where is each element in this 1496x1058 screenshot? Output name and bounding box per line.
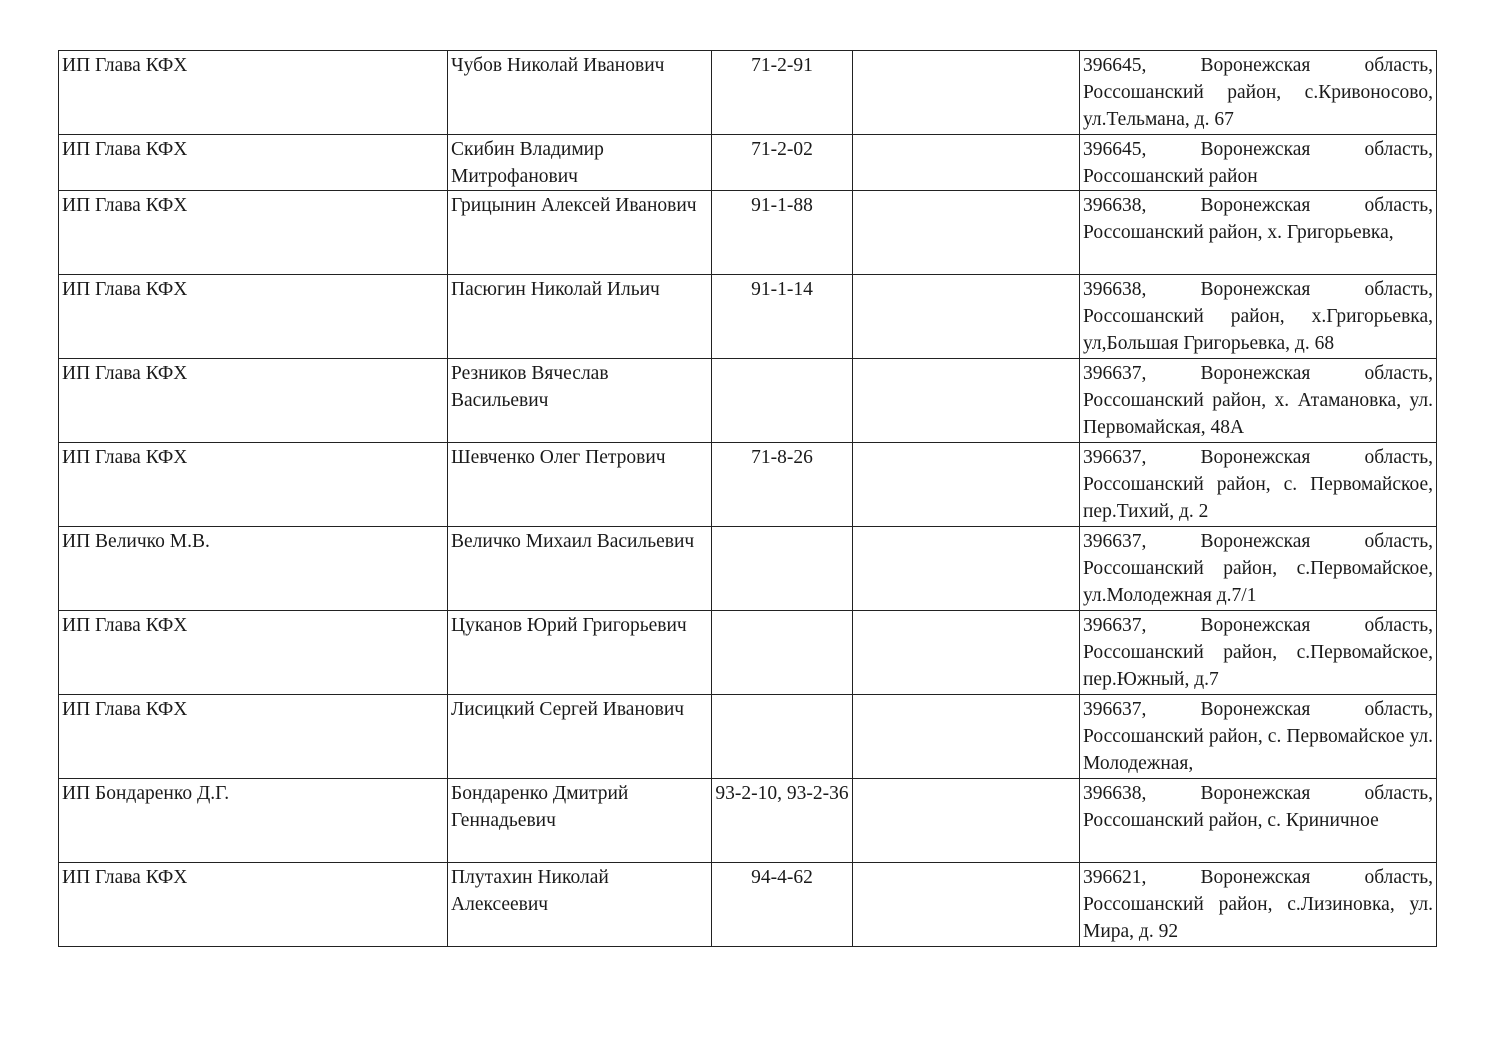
empty-cell: [853, 135, 1080, 191]
phone-cell: 91-1-14: [712, 275, 853, 359]
empty-cell: [853, 191, 1080, 275]
phone-cell: 94-4-62: [712, 863, 853, 947]
table-row: [59, 135, 1437, 191]
address-cell: 396638, Воронежская область, Россошанский район, с. Криничное: [1080, 779, 1437, 863]
person-cell: Величко Михаил Васильевич: [448, 527, 712, 611]
empty-cell: [853, 611, 1080, 695]
person-cell: Плутахин Николай Алексеевич: [448, 863, 712, 947]
entity-cell: ИП Глава КФХ: [59, 275, 448, 359]
table-row: [59, 863, 1437, 947]
table-row: [59, 191, 1437, 275]
table-row: [59, 695, 1437, 779]
table-row: [59, 443, 1437, 527]
phone-cell: [712, 359, 853, 443]
table-row: [59, 359, 1437, 443]
empty-cell: [853, 51, 1080, 135]
entity-cell: ИП Глава КФХ: [59, 695, 448, 779]
table-row: [59, 527, 1437, 611]
address-cell: 396637, Воронежская область, Россошанский район, с.Первомайское, ул.Молодежная д.7/1: [1080, 527, 1437, 611]
entity-cell: ИП Глава КФХ: [59, 443, 448, 527]
document-page: [58, 50, 1436, 947]
person-cell: Грицынин Алексей Иванович: [448, 191, 712, 275]
empty-cell: [853, 443, 1080, 527]
phone-cell: [712, 527, 853, 611]
address-cell: 396637, Воронежская область, Россошанский район, с.Первомайское, пер.Южный, д.7: [1080, 611, 1437, 695]
person-cell: Резников Вячеслав Васильевич: [448, 359, 712, 443]
address-cell: 396621, Воронежская область, Россошанский район, с.Лизиновка, ул. Мира, д. 92: [1080, 863, 1437, 947]
address-cell: 396637, Воронежская область, Россошанский район, с. Первомайское ул. Молодежная,: [1080, 695, 1437, 779]
person-cell: Лисицкий Сергей Иванович: [448, 695, 712, 779]
phone-cell: 71-2-02: [712, 135, 853, 191]
empty-cell: [853, 863, 1080, 947]
entity-cell: ИП Глава КФХ: [59, 359, 448, 443]
entity-cell: ИП Глава КФХ: [59, 863, 448, 947]
phone-cell: 91-1-88: [712, 191, 853, 275]
table-row: [59, 611, 1437, 695]
farm-registry-table: [58, 50, 1437, 947]
person-cell: Шевченко Олег Петрович: [448, 443, 712, 527]
table-row: [59, 51, 1437, 135]
entity-cell: ИП Величко М.В.: [59, 527, 448, 611]
address-cell: 396637, Воронежская область, Россошанский район, с. Первомайское, пер.Тихий, д. 2: [1080, 443, 1437, 527]
person-cell: Пасюгин Николай Ильич: [448, 275, 712, 359]
address-cell: 396637, Воронежская область, Россошанский район, х. Атамановка, ул. Первомайская, 48А: [1080, 359, 1437, 443]
entity-cell: ИП Глава КФХ: [59, 51, 448, 135]
person-cell: Цуканов Юрий Григорьевич: [448, 611, 712, 695]
empty-cell: [853, 779, 1080, 863]
entity-cell: ИП Глава КФХ: [59, 611, 448, 695]
empty-cell: [853, 695, 1080, 779]
phone-cell: [712, 611, 853, 695]
address-cell: 396645, Воронежская область, Россошанский район, с.Кривоносово, ул.Тельмана, д. 67: [1080, 51, 1437, 135]
table-row: [59, 275, 1437, 359]
person-cell: Бондаренко Дмитрий Геннадьевич: [448, 779, 712, 863]
address-cell: 396645, Воронежская область, Россошанский район: [1080, 135, 1437, 191]
phone-cell: [712, 695, 853, 779]
phone-cell: 71-8-26: [712, 443, 853, 527]
empty-cell: [853, 359, 1080, 443]
phone-cell: 93-2-10, 93-2-36: [712, 779, 853, 863]
entity-cell: ИП Бондаренко Д.Г.: [59, 779, 448, 863]
table-row: [59, 779, 1437, 863]
entity-cell: ИП Глава КФХ: [59, 135, 448, 191]
address-cell: 396638, Воронежская область, Россошанский район, х.Григорьевка, ул,Большая Григорьевка, д. 68: [1080, 275, 1437, 359]
person-cell: Чубов Николай Иванович: [448, 51, 712, 135]
empty-cell: [853, 275, 1080, 359]
entity-cell: ИП Глава КФХ: [59, 191, 448, 275]
address-cell: 396638, Воронежская область, Россошанский район, х. Григорьевка,: [1080, 191, 1437, 275]
phone-cell: 71-2-91: [712, 51, 853, 135]
person-cell: Скибин Владимир Митрофанович: [448, 135, 712, 191]
empty-cell: [853, 527, 1080, 611]
